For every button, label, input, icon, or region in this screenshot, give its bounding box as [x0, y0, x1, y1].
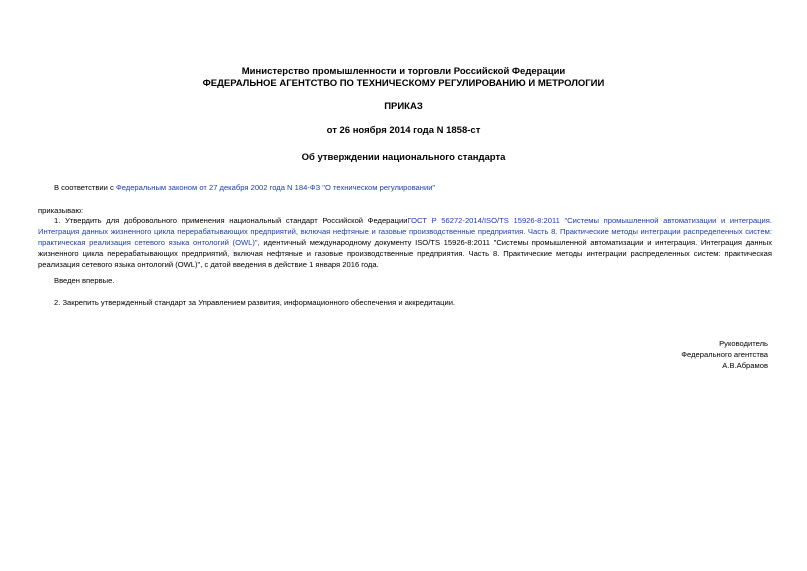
- intro-paragraph: [54, 182, 435, 193]
- item-1-suffix: , идентичный международному документу ISO/TS 15926-8:2011 "Системы промышленной автоматизации и интеграция. Интеграция данных жизненного цикла перерабатывающих предприятий, включая нефтяные и газовые производственные предприятия. Часть 8. Практические методы интеграции распределенных систем: практическая реализация сетевого языка онтологий (OWL)", с датой введения в действие 1 января 2016 года.: [38, 238, 772, 269]
- item-1-prefix: 1. Утвердить для добровольного применения национальный стандарт Российской Федерации: [54, 216, 408, 225]
- signature-title-line1: Руководитель: [719, 339, 768, 348]
- item-2-paragraph: 2. Закрепить утвержденный стандарт за Управлением развития, информационного обеспечения и аккредитации.: [54, 298, 456, 307]
- agency-name: ФЕДЕРАЛЬНОЕ АГЕНТСТВО ПО ТЕХНИЧЕСКОМУ РЕГУЛИРОВАНИЮ И МЕТРОЛОГИИ: [202, 78, 605, 89]
- signature-name: А.В.Абрамов: [722, 361, 768, 370]
- document-type: ПРИКАЗ: [384, 101, 423, 112]
- document-date-number: от 26 ноября 2014 года N 1858-ст: [326, 125, 481, 136]
- signature-title-line2: Федерального агентства: [681, 350, 768, 359]
- introduced-first-note: Введен впервые.: [54, 276, 115, 285]
- document-subject: Об утверждении национального стандарта: [301, 152, 506, 163]
- intro-prefix: В соответствии с: [54, 183, 116, 192]
- ministry-name: Министерство промышленности и торговли Российской Федерации: [241, 66, 566, 77]
- federal-law-link[interactable]: Федеральным законом от 27 декабря 2002 года N 184-ФЗ "О техническом регулировании": [115, 183, 436, 192]
- order-word: приказываю:: [38, 206, 84, 215]
- item-1-paragraph: [38, 215, 772, 270]
- standard-link[interactable]: ГОСТ Р 56272-2014/ISO/TS 15926-8:2011 "Системы промышленной автоматизации и интеграция. Интеграция данных жизненного цикла перерабатывающих предприятий, включая нефтяные и газовые производственные предприятия. Часть 8. Практические методы интеграции распределенных систем: практическая реализация сетевого языка онтологий (OWL)": [38, 216, 772, 247]
